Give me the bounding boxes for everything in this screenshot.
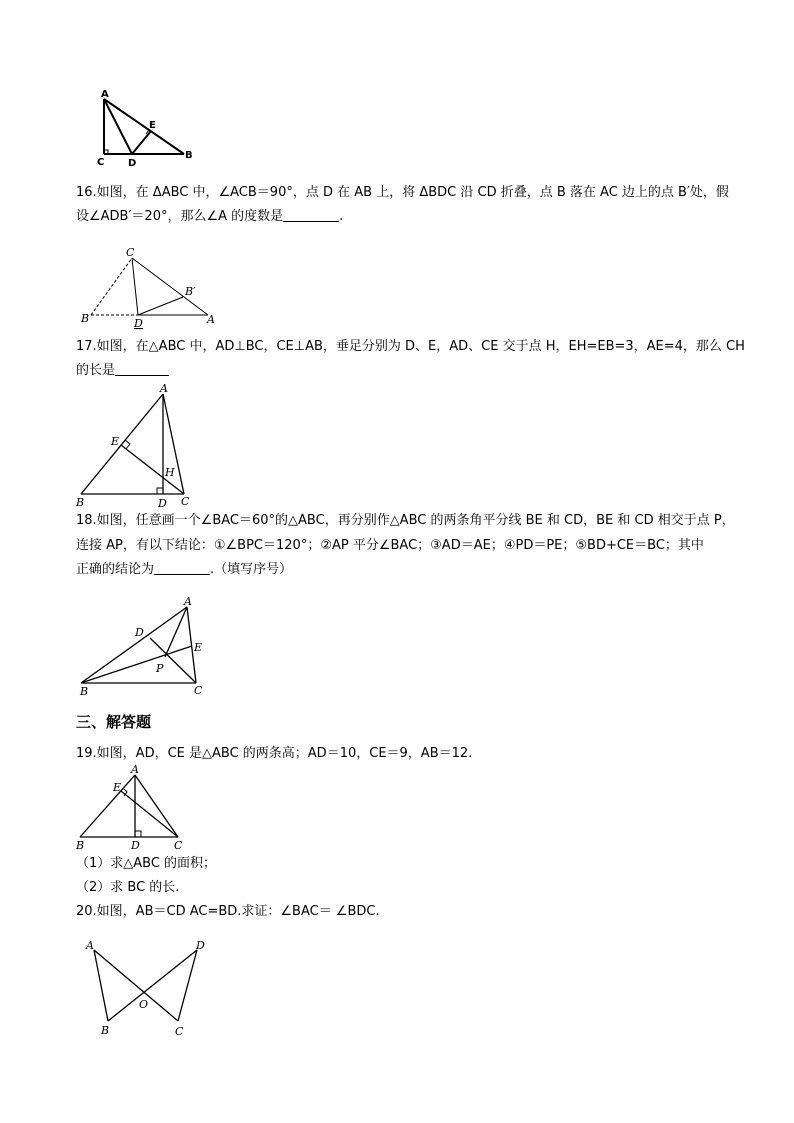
q17-line2-text: 的长是 [76, 363, 116, 378]
fig17-label-a: A [160, 382, 168, 395]
fig20-label-b: B [101, 1024, 110, 1037]
fig19-label-e: E [113, 781, 122, 794]
fig20-label-o: O [139, 998, 149, 1011]
fig18-label-d: D [135, 626, 144, 639]
fig16-label-a: A [207, 313, 215, 326]
fig15-label-c: C [97, 157, 105, 168]
fig15-label-e: E [149, 120, 156, 131]
q17-line1: 17.如图，在△ABC 中，AD⊥BC，CE⊥AB，垂足分别为 D、E，AD、CE 交于点 H，EH=EB=3，AE=4，那么 CH [76, 339, 745, 354]
q18-line3-end: .（填写序号） [210, 562, 293, 577]
fig17-label-h: H [165, 466, 175, 479]
fig15-label-b: B [185, 150, 193, 161]
q19-stem: 19.如图，AD，CE 是△ABC 的两条高；AD＝10，CE＝9，AB＝12. [76, 746, 473, 761]
fig20-label-c: C [175, 1025, 184, 1038]
fig20-label-d: D [196, 939, 205, 952]
fig18-label-e: E [194, 641, 203, 654]
fig16-label-b: B [81, 312, 90, 325]
q19-part1: （1）求△ABC 的面积； [76, 856, 217, 871]
fig20-label-a: A [86, 939, 94, 952]
q16-line1: 16.如图，在 ΔABC 中，∠ACB＝90°，点 D 在 AB 上，将 ΔBDC 沿 CD 折叠，点 B 落在 AC 边上的点 B′处，假 [76, 185, 729, 200]
q20-stem: 20.如图，AB＝CD AC=BD.求证：∠BAC＝ ∠BDC. [76, 904, 380, 919]
q18-line1: 18.如图，任意画一个∠BAC＝60°的△ABC，再分别作△ABC 的两条角平分线 BE 和 CD，BE 和 CD 相交于点 P， [76, 513, 735, 528]
fig18-label-p: P [156, 662, 164, 675]
fig16-label-d: D [134, 317, 143, 330]
fig16-label-c: C [126, 246, 135, 259]
fig15-label-a: A [101, 89, 109, 100]
fig15-label-d: D [128, 158, 137, 169]
section-heading: 三、解答题 [76, 713, 152, 731]
fig19-label-a: A [131, 763, 139, 776]
fig17-label-e: E [111, 435, 120, 448]
q18-line3-text: 正确的结论为 [76, 562, 155, 577]
fig19-label-c: C [174, 839, 183, 852]
fig19-label-d: D [131, 839, 140, 852]
fig18-label-a: A [184, 595, 192, 608]
fig16-label-b-prime: B′ [185, 285, 196, 298]
q19-part2: （2）求 BC 的长. [76, 880, 180, 895]
fig17-label-d: D [158, 497, 167, 510]
fig19-label-b: B [76, 839, 85, 852]
q16-line2-end: . [339, 209, 344, 224]
fig18-label-b: B [80, 685, 89, 698]
q18-line2: 连接 AP，有以下结论：①∠BPC＝120°；②AP 平分∠BAC；③AD＝AE；④PD＝PE；⑤BD+CE＝BC；其中 [76, 538, 704, 553]
q16-line2-text: 设∠ADB′＝20°，那么∠A 的度数是 [76, 209, 284, 224]
fig17-label-b: B [76, 496, 85, 509]
fig17-label-c: C [181, 495, 190, 508]
fig18-label-c: C [194, 684, 203, 697]
